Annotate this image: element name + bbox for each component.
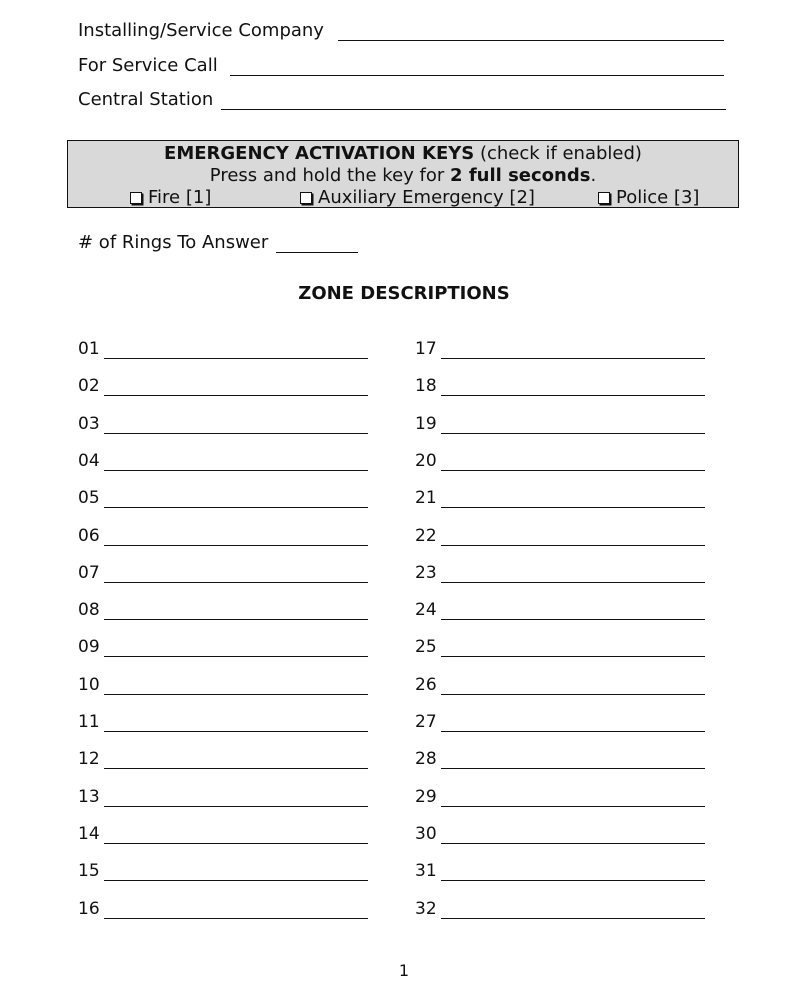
zone-row: [415, 339, 705, 359]
zone-description-input[interactable]: [104, 416, 368, 434]
zone-description-input[interactable]: [441, 416, 705, 434]
zone-number: 25: [415, 637, 437, 658]
zone-row: [415, 824, 705, 844]
zone-row: [415, 376, 705, 396]
zone-row: [415, 600, 705, 620]
zone-number: 19: [415, 413, 437, 434]
zone-number: 26: [415, 674, 437, 695]
zone-description-input[interactable]: [104, 453, 368, 471]
installing-company-input[interactable]: [338, 22, 724, 41]
auxiliary-label: Auxiliary Emergency [2]: [318, 187, 535, 208]
zone-number: 21: [415, 488, 437, 509]
zone-number: 13: [78, 786, 100, 807]
fire-label: Fire [1]: [148, 187, 212, 208]
rings-input[interactable]: [276, 234, 358, 253]
zone-number: 30: [415, 823, 437, 844]
zone-number: 17: [415, 339, 437, 359]
zone-number: 05: [78, 488, 100, 509]
zone-row: [415, 414, 705, 434]
zone-number: 04: [78, 450, 100, 471]
zone-number: 03: [78, 413, 100, 434]
zone-number: 18: [415, 376, 437, 397]
zone-row: [415, 712, 705, 732]
checkbox-icon[interactable]: [130, 192, 142, 204]
zone-description-input[interactable]: [441, 751, 705, 769]
auxiliary-checkbox[interactable]: [300, 187, 535, 208]
page-number: 1: [398, 961, 410, 980]
zone-number: 20: [415, 450, 437, 471]
emergency-instruction: [68, 165, 738, 186]
zone-row: [415, 451, 705, 471]
emergency-title: EMERGENCY ACTIVATION KEYS: [164, 143, 475, 164]
zone-row: [78, 675, 368, 695]
police-checkbox[interactable]: [598, 187, 699, 208]
zone-description-input[interactable]: [441, 490, 705, 508]
zone-description-input[interactable]: [441, 789, 705, 807]
zone-number: 28: [415, 749, 437, 770]
zone-description-input[interactable]: [441, 565, 705, 583]
emergency-activation-box: [67, 140, 739, 208]
zone-description-input[interactable]: [104, 565, 368, 583]
zone-description-input[interactable]: [104, 341, 368, 359]
police-label: Police [3]: [616, 187, 700, 208]
fire-checkbox[interactable]: [130, 187, 211, 208]
installing-company-label: Installing/Service Company: [78, 20, 324, 41]
installing-company-field: [78, 20, 724, 41]
zone-row: [78, 488, 368, 508]
checkbox-icon[interactable]: [300, 192, 312, 204]
zone-description-input[interactable]: [441, 602, 705, 620]
zone-row: [78, 526, 368, 546]
zone-number: 23: [415, 562, 437, 583]
instruction-text: Press and hold the key for: [209, 165, 445, 186]
zone-description-input[interactable]: [104, 677, 368, 695]
zone-row: [78, 563, 368, 583]
zone-row: [78, 637, 368, 657]
zone-number: 07: [78, 562, 100, 583]
emergency-title-note: (check if enabled): [479, 143, 642, 164]
zone-description-input[interactable]: [104, 378, 368, 396]
checkbox-icon[interactable]: [598, 192, 610, 204]
zone-row: [78, 787, 368, 807]
zone-description-input[interactable]: [104, 751, 368, 769]
zone-number: 09: [78, 637, 100, 658]
zone-row: [415, 526, 705, 546]
zone-number: 06: [78, 525, 100, 546]
zone-number: 10: [78, 674, 100, 695]
zone-row: [78, 451, 368, 471]
service-call-label: For Service Call: [78, 55, 218, 76]
zone-row: [78, 824, 368, 844]
service-call-input[interactable]: [230, 57, 724, 76]
zone-number: 32: [415, 898, 437, 919]
zone-number: 31: [415, 861, 437, 882]
zone-row: [78, 899, 368, 919]
zone-description-input[interactable]: [441, 714, 705, 732]
zone-description-input[interactable]: [104, 714, 368, 732]
zone-description-input[interactable]: [104, 602, 368, 620]
zone-number: 08: [78, 600, 100, 621]
zone-number: 15: [78, 861, 100, 882]
zone-description-input[interactable]: [441, 528, 705, 546]
zone-number: 14: [78, 823, 100, 844]
zone-number: 12: [78, 749, 100, 770]
zone-number: 11: [78, 712, 100, 732]
zone-description-input[interactable]: [441, 639, 705, 657]
zone-number: 22: [415, 525, 437, 546]
zone-row: [415, 675, 705, 695]
zone-row: [415, 563, 705, 583]
zone-description-input[interactable]: [104, 528, 368, 546]
instruction-period: .: [590, 165, 597, 186]
zone-row: [415, 637, 705, 657]
emergency-title-line: [68, 143, 738, 164]
zone-number: 02: [78, 376, 100, 397]
zone-description-input[interactable]: [441, 863, 705, 881]
zone-row: [415, 749, 705, 769]
rings-field: [78, 232, 358, 253]
zone-row: [415, 787, 705, 807]
central-station-input[interactable]: [221, 91, 726, 110]
zone-description-input[interactable]: [104, 789, 368, 807]
zone-number: 16: [78, 898, 100, 919]
zone-description-input[interactable]: [441, 826, 705, 844]
zone-description-input[interactable]: [104, 490, 368, 508]
zone-row: [78, 376, 368, 396]
rings-label: # of Rings To Answer: [78, 232, 269, 253]
zone-description-input[interactable]: [104, 639, 368, 657]
zone-row: [78, 339, 368, 359]
zone-number: 01: [78, 339, 100, 359]
zone-row: [415, 488, 705, 508]
zone-description-input[interactable]: [441, 677, 705, 695]
zone-description-input[interactable]: [441, 378, 705, 396]
zone-description-input[interactable]: [441, 453, 705, 471]
zone-row: [78, 600, 368, 620]
zone-description-input[interactable]: [441, 341, 705, 359]
zone-row: [415, 861, 705, 881]
zone-row: [415, 899, 705, 919]
zone-description-input[interactable]: [441, 901, 705, 919]
central-station-label: Central Station: [78, 89, 214, 110]
zone-row: [78, 861, 368, 881]
instruction-emphasis: 2 full seconds: [450, 165, 591, 186]
zone-descriptions-title: ZONE DESCRIPTIONS: [298, 283, 510, 304]
zone-description-input[interactable]: [104, 901, 368, 919]
zone-number: 27: [415, 712, 437, 732]
zone-number: 24: [415, 600, 437, 621]
central-station-field: [78, 89, 726, 110]
zone-description-input[interactable]: [104, 863, 368, 881]
zone-description-input[interactable]: [104, 826, 368, 844]
zone-row: [78, 414, 368, 434]
zone-row: [78, 749, 368, 769]
zone-row: [78, 712, 368, 732]
zone-number: 29: [415, 786, 437, 807]
service-call-field: [78, 55, 724, 76]
